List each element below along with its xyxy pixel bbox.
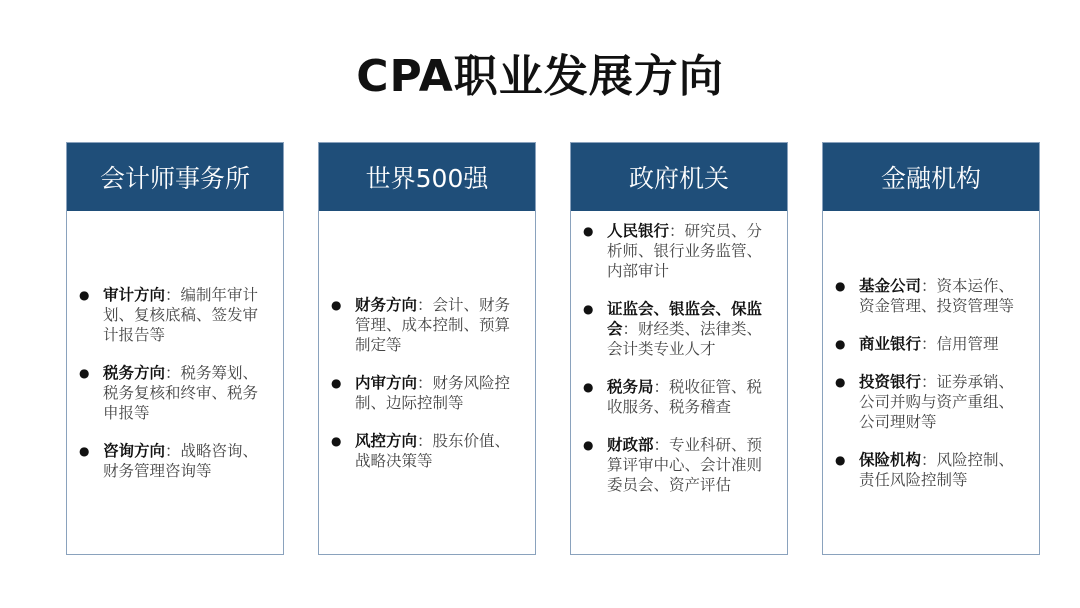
item-desc: 证券承销、公司并购与资产重组、公司理财等	[859, 372, 1015, 431]
item-title: 内审方向	[355, 373, 418, 392]
list-item: ● 基金公司：资本运作、资金管理、投资管理等	[835, 276, 1015, 315]
list-item: ● 财政部：专业科研、预算评审中心、会计准则委员会、资产评估	[583, 436, 763, 494]
item-title: 财务方向	[355, 295, 418, 314]
bullet-icon: ●	[583, 302, 594, 316]
item-desc: 研究员、分析师、银行业务监管、内部审计	[607, 222, 763, 280]
item-title: 证监会、银监会、保监会	[607, 300, 763, 338]
card-header: 世界500强	[319, 143, 535, 211]
list-item: ● 财务方向：会计、财务管理、成本控制、预算制定等	[331, 295, 511, 354]
list-item: ● 咨询方向：战略咨询、财务管理咨询等	[79, 441, 259, 480]
bullet-icon: ●	[835, 278, 846, 293]
item-title: 风控方向	[355, 431, 418, 450]
card-body	[823, 211, 1039, 554]
item-title: 基金公司	[859, 276, 922, 295]
bullet-icon: ●	[583, 380, 594, 394]
card-financial-institutions	[822, 142, 1040, 555]
list-item: ● 税务局：税收征管、税收服务、税务稽查	[583, 378, 763, 416]
item-title: 税务方向	[103, 363, 166, 382]
item-title: 财政部	[607, 436, 654, 454]
item-desc: 资本运作、资金管理、投资管理等	[859, 276, 1015, 315]
card-header: 会计师事务所	[67, 143, 283, 211]
item-desc: 风险控制、责任风险控制等	[859, 450, 1015, 489]
bullet-icon: ●	[331, 433, 342, 448]
item-title: 保险机构	[859, 450, 922, 469]
list-item: ● 投资银行：证券承销、公司并购与资产重组、公司理财等	[835, 372, 1015, 431]
card-accounting-firm	[66, 142, 284, 555]
bullet-icon: ●	[79, 443, 90, 458]
item-title: 咨询方向	[103, 441, 166, 460]
list-item: ● 人民银行：研究员、分析师、银行业务监管、内部审计	[583, 222, 763, 280]
bullet-icon: ●	[583, 224, 594, 238]
list-item: ● 证监会、银监会、保监会：财经类、法律类、会计类专业人才	[583, 300, 763, 358]
item-desc: 专业科研、预算评审中心、会计准则委员会、资产评估	[607, 436, 763, 494]
card-fortune-500	[318, 142, 536, 555]
card-body	[67, 211, 283, 554]
card-header: 政府机关	[571, 143, 787, 211]
item-title: 投资银行	[859, 372, 922, 391]
bullet-icon: ●	[835, 452, 846, 467]
item-desc: 财经类、法律类、会计类专业人才	[607, 320, 763, 358]
bullet-icon: ●	[331, 375, 342, 390]
list-item: ● 风控方向：股东价值、战略决策等	[331, 431, 511, 470]
item-title: 税务局	[607, 378, 654, 396]
item-desc: 战略咨询、财务管理咨询等	[103, 441, 259, 480]
item-desc: 编制年审计划、复核底稿、签发审计报告等	[103, 285, 259, 344]
item-desc: 股东价值、战略决策等	[355, 431, 511, 470]
item-desc: 税收征管、税收服务、税务稽查	[607, 378, 763, 416]
item-desc: 会计、财务管理、成本控制、预算制定等	[355, 295, 511, 354]
item-title: 人民银行	[607, 222, 670, 240]
list-item: ● 商业银行：信用管理	[835, 334, 999, 353]
list-item: ● 保险机构：风险控制、责任风险控制等	[835, 450, 1015, 489]
card-body	[571, 211, 787, 554]
bullet-icon: ●	[835, 374, 846, 389]
bullet-icon: ●	[79, 287, 90, 302]
bullet-icon: ●	[835, 336, 846, 351]
card-header: 金融机构	[823, 143, 1039, 211]
item-title: 商业银行	[859, 334, 922, 353]
item-desc: 信用管理	[936, 334, 999, 353]
item-desc: 税务筹划、税务复核和终审、税务申报等	[103, 363, 259, 422]
item-title: 审计方向	[103, 285, 166, 304]
bullet-icon: ●	[79, 365, 90, 380]
bullet-icon: ●	[583, 438, 594, 452]
card-government	[570, 142, 788, 555]
list-item: ● 内审方向：财务风险控制、边际控制等	[331, 373, 511, 412]
bullet-icon: ●	[331, 297, 342, 312]
item-desc: 财务风险控制、边际控制等	[355, 373, 511, 412]
card-body	[319, 211, 535, 554]
page-title: CPA职业发展方向	[356, 51, 724, 102]
list-item: ● 审计方向：编制年审计划、复核底稿、签发审计报告等	[79, 285, 259, 344]
list-item: ● 税务方向：税务筹划、税务复核和终审、税务申报等	[79, 363, 259, 422]
